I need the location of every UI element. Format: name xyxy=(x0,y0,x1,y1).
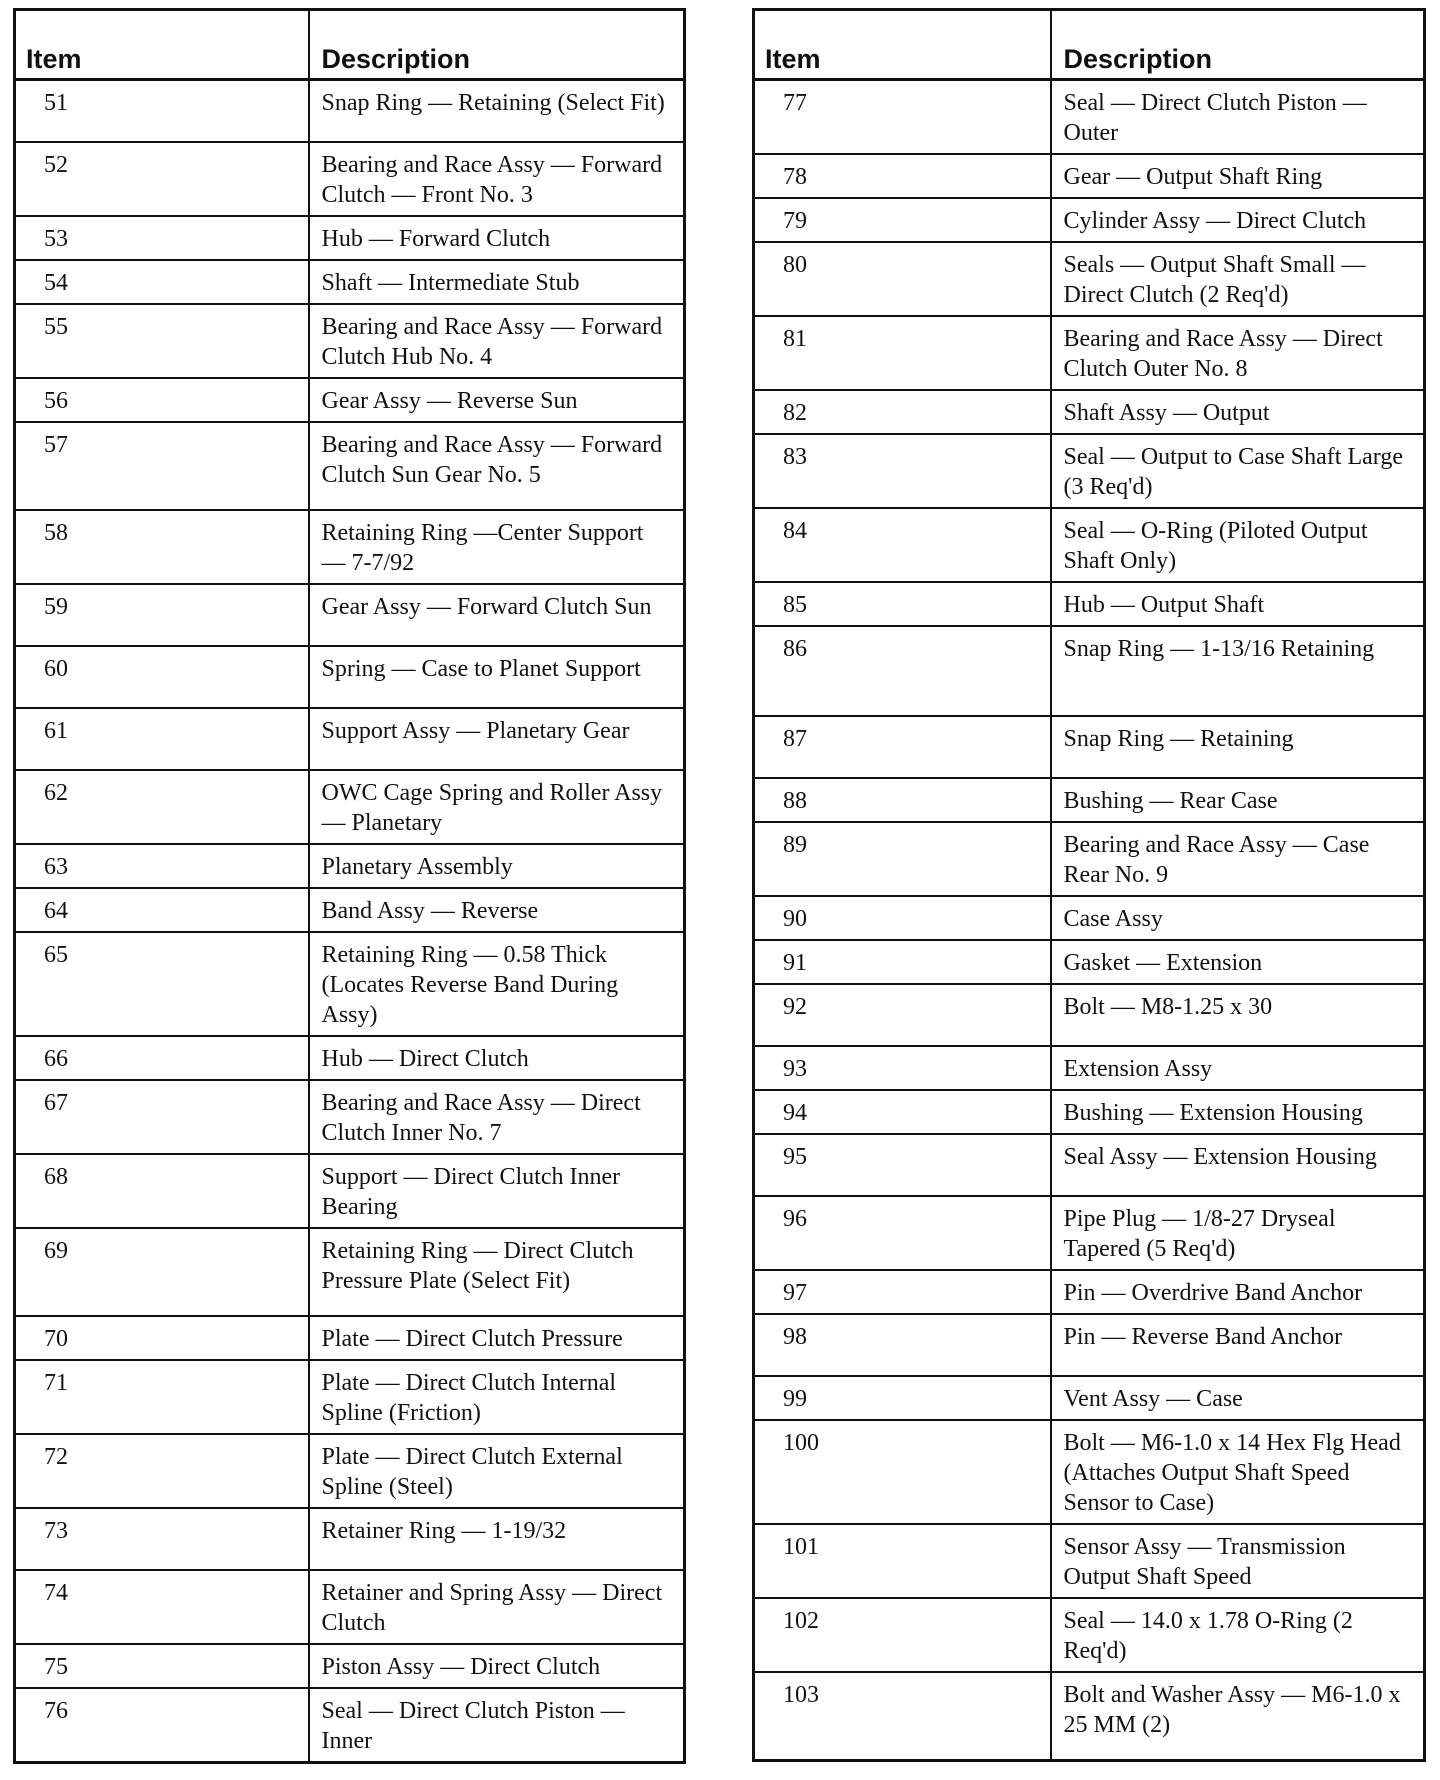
item-description: Snap Ring — Retaining (Select Fit) xyxy=(309,80,685,142)
item-number: 69 xyxy=(15,1228,309,1316)
item-number: 101 xyxy=(754,1524,1051,1598)
item-number: 74 xyxy=(15,1570,309,1644)
item-number: 96 xyxy=(754,1196,1051,1270)
item-number: 84 xyxy=(754,508,1051,582)
table-row xyxy=(754,154,1425,198)
item-number: 89 xyxy=(754,822,1051,896)
item-number: 57 xyxy=(15,422,309,510)
table-row xyxy=(15,932,685,1036)
description-column-header: Description xyxy=(1051,10,1425,80)
item-number: 97 xyxy=(754,1270,1051,1314)
table-row xyxy=(754,1524,1425,1598)
item-description: Vent Assy — Case xyxy=(1051,1376,1425,1420)
item-column-header: Item xyxy=(15,10,309,80)
table-row xyxy=(754,1134,1425,1196)
item-description: Cylinder Assy — Direct Clutch xyxy=(1051,198,1425,242)
item-description: Bearing and Race Assy — Forward Clutch — Front No. 3 xyxy=(309,142,685,216)
table-row xyxy=(15,510,685,584)
item-number: 63 xyxy=(15,844,309,888)
item-description: Retaining Ring — 0.58 Thick (Locates Reverse Band During Assy) xyxy=(309,932,685,1036)
item-description: Piston Assy — Direct Clutch xyxy=(309,1644,685,1688)
item-number: 59 xyxy=(15,584,309,646)
item-number: 51 xyxy=(15,80,309,142)
item-description: Plate — Direct Clutch Internal Spline (Friction) xyxy=(309,1360,685,1434)
table-row xyxy=(754,822,1425,896)
item-number: 103 xyxy=(754,1672,1051,1760)
table-row xyxy=(15,1434,685,1508)
item-description: Gear Assy — Forward Clutch Sun xyxy=(309,584,685,646)
item-description: Gear Assy — Reverse Sun xyxy=(309,378,685,422)
item-description: OWC Cage Spring and Roller Assy — Planetary xyxy=(309,770,685,844)
table-row xyxy=(754,984,1425,1046)
table-row xyxy=(15,584,685,646)
item-description: Pipe Plug — 1/8-27 Dryseal Tapered (5 Req'd) xyxy=(1051,1196,1425,1270)
item-description: Bearing and Race Assy — Forward Clutch Sun Gear No. 5 xyxy=(309,422,685,510)
table-row xyxy=(754,242,1425,316)
item-description: Bolt — M8-1.25 x 30 xyxy=(1051,984,1425,1046)
item-description: Snap Ring — 1-13/16 Retaining xyxy=(1051,626,1425,716)
item-number: 98 xyxy=(754,1314,1051,1376)
table-row xyxy=(15,1360,685,1434)
header-row xyxy=(754,10,1425,80)
table-row xyxy=(15,844,685,888)
table-row xyxy=(754,716,1425,778)
table-row xyxy=(15,1036,685,1080)
table-row xyxy=(15,216,685,260)
item-description: Plate — Direct Clutch Pressure xyxy=(309,1316,685,1360)
item-number: 88 xyxy=(754,778,1051,822)
table-row xyxy=(15,304,685,378)
item-description: Bushing — Rear Case xyxy=(1051,778,1425,822)
item-number: 73 xyxy=(15,1508,309,1570)
table-row xyxy=(754,1420,1425,1524)
header-row xyxy=(15,10,685,80)
table-row xyxy=(15,646,685,708)
item-number: 64 xyxy=(15,888,309,932)
item-number: 70 xyxy=(15,1316,309,1360)
item-number: 95 xyxy=(754,1134,1051,1196)
item-description: Bolt and Washer Assy — M6-1.0 x 25 MM (2) xyxy=(1051,1672,1425,1760)
item-description: Seal — O-Ring (Piloted Output Shaft Only) xyxy=(1051,508,1425,582)
item-number: 80 xyxy=(754,242,1051,316)
item-description: Pin — Overdrive Band Anchor xyxy=(1051,1270,1425,1314)
table-row xyxy=(754,1598,1425,1672)
item-number: 86 xyxy=(754,626,1051,716)
parts-table-left xyxy=(13,8,686,1764)
description-column-header: Description xyxy=(309,10,685,80)
table-row xyxy=(754,508,1425,582)
item-column-header: Item xyxy=(754,10,1051,80)
item-description: Hub — Output Shaft xyxy=(1051,582,1425,626)
item-number: 68 xyxy=(15,1154,309,1228)
table-row xyxy=(754,1270,1425,1314)
table-row xyxy=(15,422,685,510)
item-number: 55 xyxy=(15,304,309,378)
item-number: 54 xyxy=(15,260,309,304)
item-description: Extension Assy xyxy=(1051,1046,1425,1090)
item-number: 67 xyxy=(15,1080,309,1154)
table-row xyxy=(15,770,685,844)
item-number: 66 xyxy=(15,1036,309,1080)
table-row xyxy=(754,198,1425,242)
item-description: Seals — Output Shaft Small — Direct Clutch (2 Req'd) xyxy=(1051,242,1425,316)
item-description: Shaft — Intermediate Stub xyxy=(309,260,685,304)
item-description: Bolt — M6-1.0 x 14 Hex Flg Head (Attaches Output Shaft Speed Sensor to Case) xyxy=(1051,1420,1425,1524)
item-number: 92 xyxy=(754,984,1051,1046)
item-description: Bearing and Race Assy — Case Rear No. 9 xyxy=(1051,822,1425,896)
table-row xyxy=(754,1314,1425,1376)
item-description: Support Assy — Planetary Gear xyxy=(309,708,685,770)
item-description: Retaining Ring —Center Support — 7-7/92 xyxy=(309,510,685,584)
item-description: Seal — 14.0 x 1.78 O-Ring (2 Req'd) xyxy=(1051,1598,1425,1672)
item-number: 62 xyxy=(15,770,309,844)
item-description: Bearing and Race Assy — Forward Clutch Hub No. 4 xyxy=(309,304,685,378)
item-description: Retainer and Spring Assy — Direct Clutch xyxy=(309,1570,685,1644)
item-number: 71 xyxy=(15,1360,309,1434)
item-number: 87 xyxy=(754,716,1051,778)
table-row xyxy=(15,260,685,304)
item-number: 52 xyxy=(15,142,309,216)
item-number: 100 xyxy=(754,1420,1051,1524)
item-number: 102 xyxy=(754,1598,1051,1672)
table-row xyxy=(754,80,1425,155)
item-number: 61 xyxy=(15,708,309,770)
table-row xyxy=(15,378,685,422)
item-description: Support — Direct Clutch Inner Bearing xyxy=(309,1154,685,1228)
table-row xyxy=(754,434,1425,508)
item-description: Shaft Assy — Output xyxy=(1051,390,1425,434)
item-number: 77 xyxy=(754,80,1051,155)
table-row xyxy=(754,1046,1425,1090)
item-number: 79 xyxy=(754,198,1051,242)
item-number: 90 xyxy=(754,896,1051,940)
item-description: Bearing and Race Assy — Direct Clutch Outer No. 8 xyxy=(1051,316,1425,390)
table-row xyxy=(754,582,1425,626)
item-number: 85 xyxy=(754,582,1051,626)
table-row xyxy=(754,1672,1425,1760)
item-description: Plate — Direct Clutch External Spline (Steel) xyxy=(309,1434,685,1508)
table-row xyxy=(15,1570,685,1644)
table-row xyxy=(15,1688,685,1763)
item-description: Gasket — Extension xyxy=(1051,940,1425,984)
table-row xyxy=(15,1644,685,1688)
table-row xyxy=(15,708,685,770)
item-description: Hub — Direct Clutch xyxy=(309,1036,685,1080)
item-description: Retaining Ring — Direct Clutch Pressure Plate (Select Fit) xyxy=(309,1228,685,1316)
item-number: 99 xyxy=(754,1376,1051,1420)
item-description: Sensor Assy — Transmission Output Shaft Speed xyxy=(1051,1524,1425,1598)
item-description: Bearing and Race Assy — Direct Clutch Inner No. 7 xyxy=(309,1080,685,1154)
item-number: 76 xyxy=(15,1688,309,1763)
item-description: Seal — Output to Case Shaft Large (3 Req'd) xyxy=(1051,434,1425,508)
table-row xyxy=(754,1196,1425,1270)
item-number: 75 xyxy=(15,1644,309,1688)
table-row xyxy=(15,1228,685,1316)
item-description: Seal — Direct Clutch Piston — Outer xyxy=(1051,80,1425,155)
table-row xyxy=(15,888,685,932)
table-row xyxy=(754,1376,1425,1420)
item-description: Hub — Forward Clutch xyxy=(309,216,685,260)
table-row xyxy=(15,1154,685,1228)
item-number: 60 xyxy=(15,646,309,708)
table-row xyxy=(754,778,1425,822)
table-row xyxy=(754,896,1425,940)
item-number: 93 xyxy=(754,1046,1051,1090)
item-number: 72 xyxy=(15,1434,309,1508)
parts-table-right xyxy=(752,8,1426,1762)
item-description: Spring — Case to Planet Support xyxy=(309,646,685,708)
item-description: Bushing — Extension Housing xyxy=(1051,1090,1425,1134)
item-description: Band Assy — Reverse xyxy=(309,888,685,932)
table-row xyxy=(15,80,685,142)
item-number: 82 xyxy=(754,390,1051,434)
table-row xyxy=(754,316,1425,390)
table-row xyxy=(754,390,1425,434)
item-description: Case Assy xyxy=(1051,896,1425,940)
item-number: 81 xyxy=(754,316,1051,390)
table-row xyxy=(754,1090,1425,1134)
table-row xyxy=(754,626,1425,716)
item-number: 53 xyxy=(15,216,309,260)
table-row xyxy=(15,1508,685,1570)
item-number: 56 xyxy=(15,378,309,422)
item-number: 58 xyxy=(15,510,309,584)
item-description: Seal Assy — Extension Housing xyxy=(1051,1134,1425,1196)
item-description: Snap Ring — Retaining xyxy=(1051,716,1425,778)
item-number: 65 xyxy=(15,932,309,1036)
item-number: 78 xyxy=(754,154,1051,198)
item-number: 83 xyxy=(754,434,1051,508)
table-row xyxy=(15,1080,685,1154)
item-description: Retainer Ring — 1-19/32 xyxy=(309,1508,685,1570)
item-description: Gear — Output Shaft Ring xyxy=(1051,154,1425,198)
table-row xyxy=(754,940,1425,984)
item-number: 91 xyxy=(754,940,1051,984)
table-row xyxy=(15,142,685,216)
item-description: Planetary Assembly xyxy=(309,844,685,888)
item-description: Seal — Direct Clutch Piston — Inner xyxy=(309,1688,685,1763)
table-row xyxy=(15,1316,685,1360)
item-description: Pin — Reverse Band Anchor xyxy=(1051,1314,1425,1376)
item-number: 94 xyxy=(754,1090,1051,1134)
